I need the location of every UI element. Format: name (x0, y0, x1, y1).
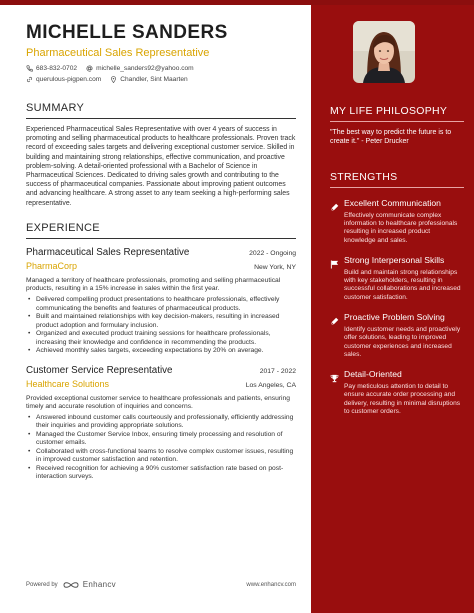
bullet-item: • Built and maintained relationships with key decision-makers, resulting in increased product adoption and formulary inclusion. (36, 313, 296, 330)
footer-website[interactable]: www.enhancv.com (246, 581, 296, 588)
strength-title: Proactive Problem Solving (344, 312, 445, 323)
job-description: Provided exceptional customer service to healthcare professionals and patients, ensuring timely and accurate resolution of inquiries and concerns. (26, 394, 290, 411)
strength-item (330, 312, 464, 359)
job-description: Managed a territory of healthcare professionals, promoting and selling pharmaceutical products, resulting in a 15% increase in sales within the first year. (26, 276, 281, 293)
job-title: Customer Service Representative (26, 364, 173, 376)
experience-heading: EXPERIENCE (26, 222, 296, 239)
powered-by-label: Powered by (26, 581, 58, 588)
contact-phone[interactable] (26, 64, 77, 73)
job-company: Healthcare Solutions (26, 378, 110, 389)
strength-item (330, 255, 464, 302)
candidate-name: MICHELLE SANDERS (26, 22, 228, 43)
website-text: querulous-pigpen.com (36, 76, 102, 83)
job-location: Los Angeles, CA (245, 381, 296, 389)
location-text: Chandler, Sint Maarten (120, 76, 188, 83)
summary-text: Experienced Pharmaceutical Sales Representative with over 4 years of success in promoting and selling pharmaceutical products to healthcare professionals. Proven track record of exceeding sales targets and delivering exceptional customer service. Skilled in building and maintaining strong relationships, effective communication, and proactive problem-solving. A detail-oriented professional with a Bachelor of Science in Pharmaceutical Sciences. Dedicated to driving sales growth and contributing to the success of pharmaceutical companies. Passionate about improving patient outcomes and advancing healthcare. A strong asset to any team seeking a high-performing sales representative. (26, 126, 296, 207)
pen-nib-icon (330, 317, 339, 326)
job-bullets (26, 414, 296, 482)
strength-item (330, 198, 464, 245)
contact-website[interactable] (26, 75, 101, 84)
powered-by[interactable] (26, 580, 116, 589)
bullet-item: • Collaborated with cross-functional teams to resolve complex customer issues, resulting in improved customer satisfaction and retention. (36, 448, 296, 465)
profile-photo (353, 21, 415, 83)
summary-section (26, 102, 296, 208)
phone-icon (26, 65, 33, 72)
strengths-section (330, 171, 464, 417)
contact-row-2 (26, 75, 296, 84)
philosophy-quote: "The best way to predict the future is to create it." - Peter Drucker (330, 129, 452, 146)
job-entry (26, 365, 296, 482)
strength-desc: Build and maintain strong relationships with key stakeholders, resulting in successful collaborations and increased customer satisfaction. (344, 268, 461, 301)
strength-desc: Effectively communicate complex information to healthcare professionals resulting in increased product knowledge and sales. (344, 211, 458, 244)
bullet-item: • Answered inbound customer calls courteously and professionally, efficiently addressing their inquiries and providing appropriate solutions. (36, 414, 296, 431)
contact-email[interactable] (86, 64, 194, 73)
email-text: michelle_sanders92@yahoo.com (96, 65, 194, 72)
job-entry (26, 247, 296, 356)
enhancv-logo-icon (63, 581, 79, 589)
job-location: New York, NY (254, 263, 296, 271)
footer (26, 580, 296, 589)
flag-icon (330, 260, 339, 269)
bullet-item: • Achieved monthly sales targets, exceeding expectations by 20% on average. (36, 347, 296, 356)
strength-desc: Pay meticulous attention to detail to ensure accurate order processing and delivery, resulting in minimal disruptions to customer orders. (344, 382, 461, 416)
portrait-illustration (353, 21, 415, 83)
sidebar-column (311, 5, 474, 613)
philosophy-heading: MY LIFE PHILOSOPHY (330, 105, 464, 122)
candidate-role: Pharmaceutical Sales Representative (26, 47, 210, 59)
link-icon (26, 76, 33, 83)
job-bullets (26, 296, 296, 356)
phone-text: 683-832-0702 (36, 65, 78, 72)
brand-name: Enhancv (82, 580, 116, 589)
job-title: Pharmaceutical Sales Representative (26, 246, 190, 258)
bullet-item: • Delivered compelling product presentations to healthcare professionals, effectively communicating the benefits and features of pharmaceutical products. (36, 296, 296, 313)
summary-heading: SUMMARY (26, 102, 296, 119)
strength-title: Detail-Oriented (344, 369, 402, 380)
job-dates: 2017 - 2022 (259, 367, 296, 375)
bullet-item: • Organized and executed product training sessions for healthcare professionals, increasing their knowledge and confidence in recommending the products. (36, 330, 296, 347)
strength-title: Strong Interpersonal Skills (344, 255, 445, 266)
job-dates: 2022 - Ongoing (249, 249, 296, 257)
contact-location (110, 75, 187, 84)
bullet-item: • Managed the Customer Service Inbox, ensuring timely processing and resolution of customer emails. (36, 431, 296, 448)
map-pin-icon (110, 76, 117, 83)
philosophy-section (330, 105, 464, 146)
contact-row-1 (26, 64, 296, 73)
experience-section (26, 222, 296, 482)
strengths-heading: STRENGTHS (330, 171, 464, 188)
trophy-icon (330, 374, 339, 383)
at-sign-icon (86, 65, 93, 72)
strength-item (330, 369, 464, 416)
strength-desc: Identify customer needs and proactively offer solutions, leading to improved customer experiences and increased sales. (344, 325, 461, 358)
bullet-item: • Received recognition for achieving a 90% customer satisfaction rate based on post-interaction surveys. (36, 465, 296, 482)
job-company: PharmaCorp (26, 260, 78, 271)
pen-nib-icon (330, 203, 339, 212)
strength-title: Excellent Communication (344, 198, 441, 208)
main-column (26, 22, 296, 482)
